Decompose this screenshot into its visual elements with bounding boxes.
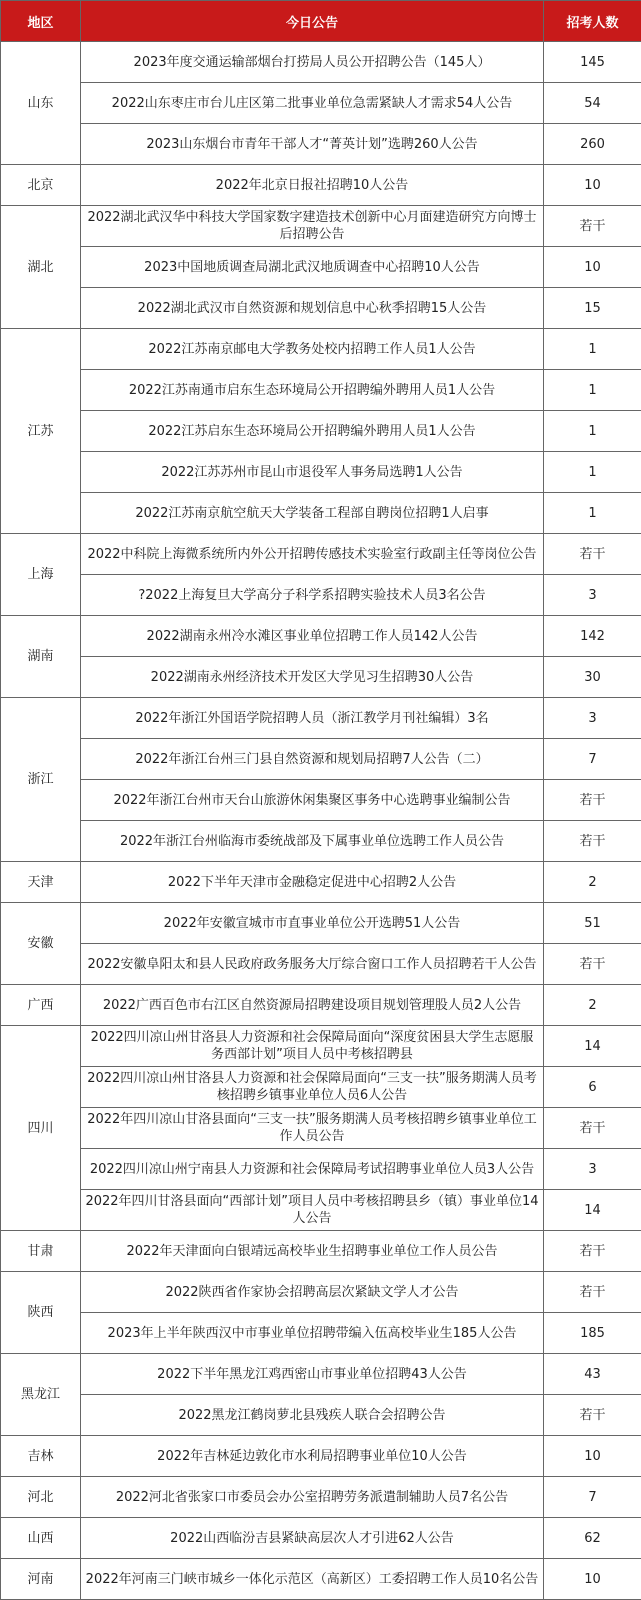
hire-count-cell: 185 xyxy=(544,1313,641,1354)
region-cell: 广西 xyxy=(1,985,81,1026)
region-cell: 湖北 xyxy=(1,206,81,329)
hire-count-cell: 若干 xyxy=(544,1108,641,1149)
hire-count-cell: 若干 xyxy=(544,1272,641,1313)
table-row xyxy=(1,83,641,124)
table-row xyxy=(1,493,641,534)
hire-count-cell: 54 xyxy=(544,83,641,124)
hire-count-cell: 若干 xyxy=(544,534,641,575)
hire-count-cell: 7 xyxy=(544,1477,641,1518)
table-row xyxy=(1,534,641,575)
hire-count-cell: 7 xyxy=(544,739,641,780)
table-row xyxy=(1,165,641,206)
table-row xyxy=(1,288,641,329)
region-cell: 陕西 xyxy=(1,1272,81,1354)
hire-count-cell: 260 xyxy=(544,124,641,165)
table-row xyxy=(1,1231,641,1272)
table-row xyxy=(1,124,641,165)
hire-count-cell: 3 xyxy=(544,575,641,616)
region-cell: 河北 xyxy=(1,1477,81,1518)
hire-count-cell: 1 xyxy=(544,493,641,534)
announcement-link[interactable]: 2022年北京日报社招聘10人公告 xyxy=(81,165,544,206)
table-row xyxy=(1,329,641,370)
announcement-link[interactable]: 2022年河南三门峡市城乡一体化示范区（高新区）工委招聘工作人员10名公告 xyxy=(81,1559,544,1600)
hire-count-cell: 10 xyxy=(544,1436,641,1477)
count-column-header: 招考人数 xyxy=(544,1,641,42)
announcement-link[interactable]: 2022下半年天津市金融稳定促进中心招聘2人公告 xyxy=(81,862,544,903)
table-row xyxy=(1,944,641,985)
announcement-link[interactable]: 2022江苏启东生态环境局公开招聘编外聘用人员1人公告 xyxy=(81,411,544,452)
hire-count-cell: 1 xyxy=(544,370,641,411)
table-row xyxy=(1,411,641,452)
announcement-column-header: 今日公告 xyxy=(81,1,544,42)
announcement-link[interactable]: 2022中科院上海微系统所内外公开招聘传感技术实验室行政副主任等岗位公告 xyxy=(81,534,544,575)
table-row xyxy=(1,1313,641,1354)
announcement-link[interactable]: 2022四川凉山州宁南县人力资源和社会保障局考试招聘事业单位人员3人公告 xyxy=(81,1149,544,1190)
table-row xyxy=(1,1026,641,1067)
announcement-link[interactable]: 2022年浙江外国语学院招聘人员（浙江教学月刊社编辑）3名 xyxy=(81,698,544,739)
table-header-row xyxy=(1,1,641,42)
hire-count-cell: 若干 xyxy=(544,1231,641,1272)
hire-count-cell: 若干 xyxy=(544,206,641,247)
table-row xyxy=(1,1354,641,1395)
hire-count-cell: 1 xyxy=(544,411,641,452)
announcement-link[interactable]: 2023中国地质调查局湖北武汉地质调查中心招聘10人公告 xyxy=(81,247,544,288)
announcement-link[interactable]: 2022年四川甘洛县面向“西部计划”项目人员中考核招聘县乡（镇）事业单位14人公告 xyxy=(81,1190,544,1231)
announcement-link[interactable]: 2022山东枣庄市台儿庄区第二批事业单位急需紧缺人才需求54人公告 xyxy=(81,83,544,124)
table-body xyxy=(1,42,641,1600)
table-row xyxy=(1,1067,641,1108)
announcement-link[interactable]: ?2022上海复旦大学高分子科学系招聘实验技术人员3名公告 xyxy=(81,575,544,616)
table-row xyxy=(1,1518,641,1559)
hire-count-cell: 62 xyxy=(544,1518,641,1559)
region-column-header: 地区 xyxy=(1,1,81,42)
table-row xyxy=(1,780,641,821)
announcement-link[interactable]: 2022陕西省作家协会招聘高层次紧缺文学人才公告 xyxy=(81,1272,544,1313)
announcement-link[interactable]: 2023年上半年陕西汉中市事业单位招聘带编入伍高校毕业生185人公告 xyxy=(81,1313,544,1354)
hire-count-cell: 2 xyxy=(544,985,641,1026)
hire-count-cell: 若干 xyxy=(544,944,641,985)
announcement-link[interactable]: 2022山西临汾吉县紧缺高层次人才引进62人公告 xyxy=(81,1518,544,1559)
announcement-link[interactable]: 2022江苏南京邮电大学教务处校内招聘工作人员1人公告 xyxy=(81,329,544,370)
table-row xyxy=(1,821,641,862)
hire-count-cell: 142 xyxy=(544,616,641,657)
table-row xyxy=(1,616,641,657)
hire-count-cell: 3 xyxy=(544,1149,641,1190)
table-row xyxy=(1,698,641,739)
region-cell: 甘肃 xyxy=(1,1231,81,1272)
announcement-link[interactable]: 2022江苏南通市启东生态环境局公开招聘编外聘用人员1人公告 xyxy=(81,370,544,411)
table-row xyxy=(1,903,641,944)
table-row xyxy=(1,985,641,1026)
table-row xyxy=(1,452,641,493)
region-cell: 四川 xyxy=(1,1026,81,1231)
table-row xyxy=(1,1190,641,1231)
region-cell: 上海 xyxy=(1,534,81,616)
hire-count-cell: 若干 xyxy=(544,780,641,821)
announcement-link[interactable]: 2022年天津面向白银靖远高校毕业生招聘事业单位工作人员公告 xyxy=(81,1231,544,1272)
table-row xyxy=(1,370,641,411)
hire-count-cell: 43 xyxy=(544,1354,641,1395)
table-row xyxy=(1,1436,641,1477)
table-row xyxy=(1,862,641,903)
announcement-link[interactable]: 2022江苏南京航空航天大学装备工程部自聘岗位招聘1人启事 xyxy=(81,493,544,534)
hire-count-cell: 6 xyxy=(544,1067,641,1108)
announcement-link[interactable]: 2022黑龙江鹤岗萝北县残疾人联合会招聘公告 xyxy=(81,1395,544,1436)
region-cell: 吉林 xyxy=(1,1436,81,1477)
announcement-link[interactable]: 2022年浙江台州临海市委统战部及下属事业单位选聘工作人员公告 xyxy=(81,821,544,862)
hire-count-cell: 3 xyxy=(544,698,641,739)
announcement-link[interactable]: 2022湖北武汉市自然资源和规划信息中心秋季招聘15人公告 xyxy=(81,288,544,329)
announcement-link[interactable]: 2022河北省张家口市委员会办公室招聘劳务派遣制辅助人员7名公告 xyxy=(81,1477,544,1518)
table-row xyxy=(1,1149,641,1190)
announcement-link[interactable]: 2022湖北武汉华中科技大学国家数字建造技术创新中心月面建造研究方向博士后招聘公告 xyxy=(81,206,544,247)
table-row xyxy=(1,247,641,288)
region-cell: 河南 xyxy=(1,1559,81,1600)
announcement-link[interactable]: 2022年安徽宣城市市直事业单位公开选聘51人公告 xyxy=(81,903,544,944)
region-cell: 山东 xyxy=(1,42,81,165)
hire-count-cell: 若干 xyxy=(544,1395,641,1436)
region-cell: 黑龙江 xyxy=(1,1354,81,1436)
hire-count-cell: 若干 xyxy=(544,821,641,862)
announcement-link[interactable]: 2022年浙江台州市天台山旅游休闲集聚区事务中心选聘事业编制公告 xyxy=(81,780,544,821)
hire-count-cell: 10 xyxy=(544,1559,641,1600)
announcement-link[interactable]: 2022广西百色市右江区自然资源局招聘建设项目规划管理股人员2人公告 xyxy=(81,985,544,1026)
table-row xyxy=(1,739,641,780)
hire-count-cell: 145 xyxy=(544,42,641,83)
table-row xyxy=(1,42,641,83)
hire-count-cell: 10 xyxy=(544,165,641,206)
table-row xyxy=(1,1108,641,1149)
region-cell: 湖南 xyxy=(1,616,81,698)
table-row xyxy=(1,1477,641,1518)
hire-count-cell: 14 xyxy=(544,1026,641,1067)
hire-count-cell: 1 xyxy=(544,329,641,370)
table-row xyxy=(1,206,641,247)
announcement-link[interactable]: 2022四川凉山州甘洛县人力资源和社会保障局面向“深度贫困县大学生志愿服务西部计划”项目人员中考核招聘县 xyxy=(81,1026,544,1067)
hire-count-cell: 15 xyxy=(544,288,641,329)
announcement-link[interactable]: 2022四川凉山州甘洛县人力资源和社会保障局面向“三支一扶”服务期满人员考核招聘乡镇事业单位人员6人公告 xyxy=(81,1067,544,1108)
announcement-link[interactable]: 2022年浙江台州三门县自然资源和规划局招聘7人公告（二） xyxy=(81,739,544,780)
announcement-link[interactable]: 2022江苏苏州市昆山市退役军人事务局选聘1人公告 xyxy=(81,452,544,493)
region-cell: 浙江 xyxy=(1,698,81,862)
table-row xyxy=(1,657,641,698)
announcement-link[interactable]: 2022年吉林延边敦化市水利局招聘事业单位10人公告 xyxy=(81,1436,544,1477)
hire-count-cell: 1 xyxy=(544,452,641,493)
region-cell: 江苏 xyxy=(1,329,81,534)
announcement-link[interactable]: 2022年四川凉山甘洛县面向“三支一扶”服务期满人员考核招聘乡镇事业单位工作人员公告 xyxy=(81,1108,544,1149)
region-cell: 北京 xyxy=(1,165,81,206)
table-row xyxy=(1,1559,641,1600)
region-cell: 安徽 xyxy=(1,903,81,985)
table-row xyxy=(1,1272,641,1313)
region-cell: 山西 xyxy=(1,1518,81,1559)
table-row xyxy=(1,575,641,616)
hire-count-cell: 2 xyxy=(544,862,641,903)
hire-count-cell: 10 xyxy=(544,247,641,288)
hire-count-cell: 14 xyxy=(544,1190,641,1231)
announcement-link[interactable]: 2022湖南永州经济技术开发区大学见习生招聘30人公告 xyxy=(81,657,544,698)
hire-count-cell: 51 xyxy=(544,903,641,944)
region-cell: 天津 xyxy=(1,862,81,903)
hire-count-cell: 30 xyxy=(544,657,641,698)
table-row xyxy=(1,1395,641,1436)
announcement-link[interactable]: 2022湖南永州冷水滩区事业单位招聘工作人员142人公告 xyxy=(81,616,544,657)
announcement-link[interactable]: 2023山东烟台市青年干部人才“菁英计划”选聘260人公告 xyxy=(81,124,544,165)
announcement-link[interactable]: 2023年度交通运输部烟台打捞局人员公开招聘公告（145人） xyxy=(81,42,544,83)
announcement-link[interactable]: 2022安徽阜阳太和县人民政府政务服务大厅综合窗口工作人员招聘若干人公告 xyxy=(81,944,544,985)
announcement-link[interactable]: 2022下半年黑龙江鸡西密山市事业单位招聘43人公告 xyxy=(81,1354,544,1395)
